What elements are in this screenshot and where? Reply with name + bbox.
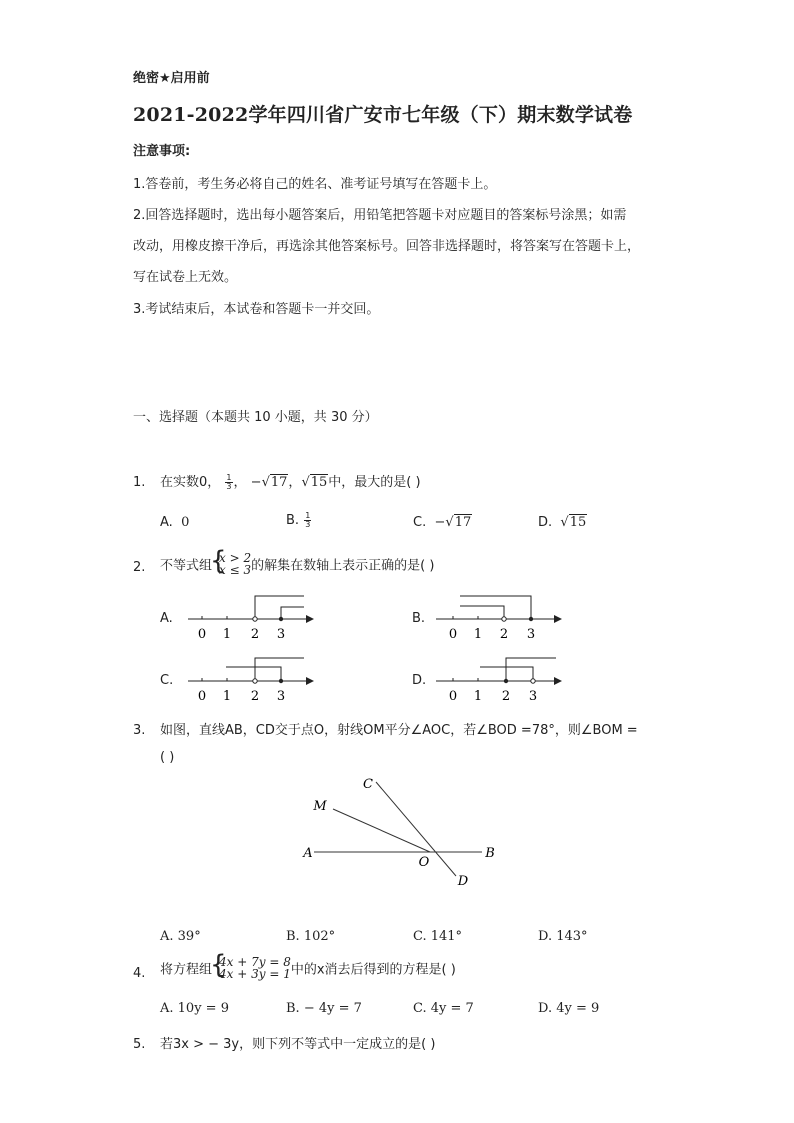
q1-frac-num: 1 bbox=[226, 473, 232, 482]
q1-stem bbox=[160, 471, 421, 491]
section-heading: 一、选择题（本题共 10 小题，共 30 分） bbox=[133, 410, 378, 425]
q2-stem: 不等式组 { x > 2 x ≤ 3 的解集在数轴上表示正确的是( ) bbox=[160, 552, 434, 576]
page-title: 2021-2022学年四川省广安市七年级（下）期末数学试卷 bbox=[133, 104, 633, 126]
q1-fraction bbox=[225, 474, 232, 491]
svg-text:1: 1 bbox=[222, 689, 232, 704]
label-m: M bbox=[313, 799, 327, 814]
note-2a: 2.回答选择题时，选出每小题答案后，用铅笔把答题卡对应题目的答案标号涂黑；如需 bbox=[133, 208, 627, 223]
label-c: C bbox=[363, 777, 373, 792]
q4-option-a[interactable]: A. 10y = 9 bbox=[160, 1001, 229, 1016]
q2-option-d-label[interactable]: D. bbox=[412, 673, 427, 688]
q2-numberline-c bbox=[180, 652, 320, 704]
tick-0: 0 bbox=[197, 627, 207, 642]
q2-number: 2. bbox=[133, 560, 146, 575]
label-b: B bbox=[485, 846, 495, 861]
q3-option-c[interactable]: C. 141° bbox=[413, 929, 463, 944]
q2-option-a-label[interactable]: A. bbox=[160, 611, 173, 626]
q2-numberline-b bbox=[432, 590, 572, 642]
q2-option-c-label[interactable]: C. bbox=[160, 673, 174, 688]
q4-option-c[interactable]: C. 4y = 7 bbox=[413, 1001, 474, 1016]
q3-option-a[interactable]: A. 39° bbox=[160, 929, 201, 944]
q1-post: 中，最大的是( ) bbox=[328, 475, 421, 490]
label-d: D bbox=[457, 874, 469, 889]
svg-text:1: 1 bbox=[473, 627, 483, 642]
svg-text:0: 0 bbox=[197, 689, 207, 704]
q4-system: { 4x + 7y = 8 4x + 3y = 1 bbox=[212, 956, 291, 980]
note-1: 1.答卷前，考生务必将自己的姓名、准考证号填写在答题卡上。 bbox=[133, 177, 497, 192]
q3-option-b[interactable]: B. 102° bbox=[286, 929, 336, 944]
q4-option-d[interactable]: D. 4y = 9 bbox=[538, 1001, 600, 1016]
secret-label: 绝密★启用前 bbox=[133, 71, 210, 86]
tick-1: 1 bbox=[222, 627, 232, 642]
svg-text:3: 3 bbox=[526, 627, 536, 642]
q3-option-d[interactable]: D. 143° bbox=[538, 929, 588, 944]
q1-neg-root17: −√17 bbox=[250, 475, 288, 490]
svg-text:1: 1 bbox=[473, 689, 483, 704]
svg-text:2: 2 bbox=[250, 689, 260, 704]
q1-frac-den: 3 bbox=[226, 482, 232, 491]
q1-sep1: ， bbox=[233, 475, 247, 490]
q2-system: { x > 2 x ≤ 3 bbox=[212, 552, 251, 576]
q1-option-b[interactable]: B. $\frac{1}{3}$ bbox=[286, 511, 311, 529]
q1-root15: √15 bbox=[301, 475, 328, 490]
q4-stem: 将方程组 { 4x + 7y = 8 4x + 3y = 1 中的x消去后得到的方程是( ) bbox=[160, 956, 456, 980]
notes-heading: 注意事项: bbox=[133, 144, 191, 159]
q2-numberline-a bbox=[180, 590, 320, 642]
q1-number: 1. bbox=[133, 475, 146, 490]
note-2b: 改动，用橡皮擦干净后，再选涂其他答案标号。回答非选择题时，将答案写在答题卡上， bbox=[133, 239, 641, 254]
q4-number: 4. bbox=[133, 966, 146, 981]
tick-3: 3 bbox=[276, 627, 286, 642]
svg-text:3: 3 bbox=[528, 689, 538, 704]
label-a: A bbox=[303, 846, 313, 861]
q2-option-b-label[interactable]: B. bbox=[412, 611, 426, 626]
svg-text:0: 0 bbox=[448, 689, 458, 704]
tick-2: 2 bbox=[250, 627, 260, 642]
q3-figure bbox=[292, 772, 507, 890]
svg-text:3: 3 bbox=[276, 689, 286, 704]
note-2c: 写在试卷上无效。 bbox=[133, 270, 238, 285]
q1-sep2: ， bbox=[288, 475, 302, 490]
label-o: O bbox=[418, 855, 430, 870]
svg-text:2: 2 bbox=[499, 627, 509, 642]
svg-text:2: 2 bbox=[501, 689, 511, 704]
q3-paren: ( ) bbox=[160, 750, 175, 765]
q1-pre: 在实数0， bbox=[160, 475, 221, 490]
svg-text:0: 0 bbox=[448, 627, 458, 642]
note-3: 3.考试结束后，本试卷和答题卡一并交回。 bbox=[133, 302, 380, 317]
q5-number: 5. bbox=[133, 1037, 146, 1052]
q4-option-b[interactable]: B. − 4y = 7 bbox=[286, 1001, 362, 1016]
q1-option-d[interactable]: D. √15 bbox=[538, 515, 587, 530]
q1-option-a[interactable]: A. 0 bbox=[160, 515, 190, 530]
q1-option-c[interactable]: C. −√17 bbox=[413, 515, 472, 530]
q5-stem: 若3x > − 3y，则下列不等式中一定成立的是( ) bbox=[160, 1037, 436, 1052]
q3-number: 3. bbox=[133, 723, 146, 738]
q3-stem: 如图，直线AB，CD交于点O，射线OM平分∠AOC，若∠BOD =78°，则∠BOM = bbox=[160, 723, 638, 738]
q2-numberline-d bbox=[432, 652, 572, 704]
